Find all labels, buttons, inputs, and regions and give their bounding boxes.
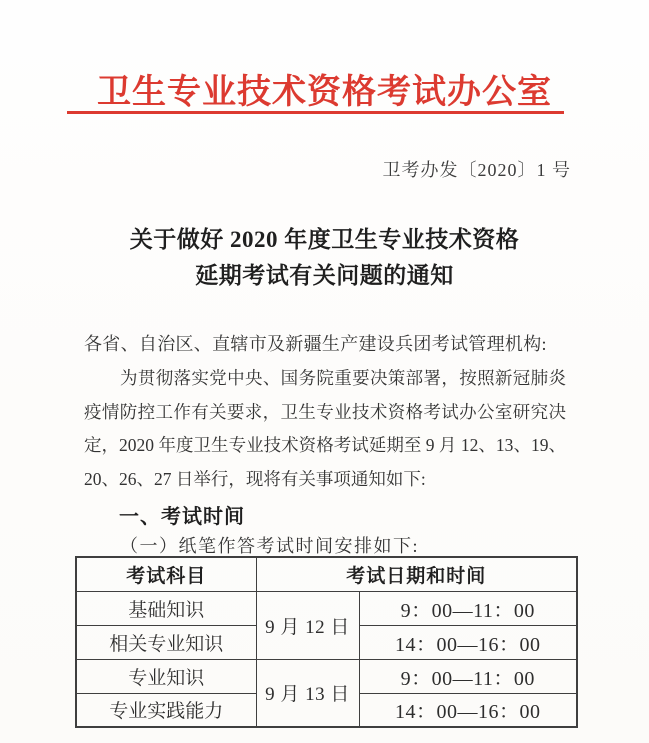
letterhead-office-name: 卫生专业技术资格考试办公室: [97, 74, 552, 111]
subject-cell: 专业知识: [76, 659, 256, 693]
subject-cell: 专业实践能力: [76, 693, 256, 727]
paragraph-line-1: 为贯彻落实党中央、国务院重要决策部署，按照新冠肺炎: [120, 368, 566, 388]
notice-title-line1: 关于做好 2020 年度卫生专业技术资格: [129, 227, 520, 252]
salutation-line: 各省、自治区、直辖市及新疆生产建设兵团考试管理机构:: [84, 334, 547, 354]
subsection-one-heading: （一）纸笔作答考试时间安排如下:: [120, 536, 419, 556]
time-cell: 9：00—11：00: [359, 591, 577, 625]
date-cell: 9 月 12 日: [256, 591, 359, 659]
date-cell: 9 月 13 日: [256, 659, 359, 727]
letterhead-red-rule: [67, 111, 564, 114]
paragraph-line-4: 20、26、27 日举行，现将有关事项通知如下:: [84, 468, 426, 489]
table-row: [76, 659, 577, 693]
time-cell: 14：00—16：00: [359, 693, 577, 727]
exam-schedule-table: [75, 556, 578, 728]
notice-title-line2: 延期考试有关问题的通知: [195, 263, 454, 288]
subject-cell: 相关专业知识: [76, 625, 256, 659]
section-one-heading: 一、考试时间: [119, 506, 245, 528]
time-cell: 14：00—16：00: [359, 625, 577, 659]
paragraph-line-3: 定，2020 年度卫生专业技术资格考试延期至 9 月 12、13、19、: [84, 435, 566, 455]
header-exam-datetime: 考试日期和时间: [256, 557, 577, 591]
table-header-row: [76, 557, 577, 591]
paragraph-line-2: 疫情防控工作有关要求，卫生专业技术资格考试办公室研究决: [84, 401, 566, 422]
body-paragraph: [84, 362, 566, 496]
table-row: [76, 591, 577, 625]
notice-title: [0, 222, 649, 294]
time-cell: 9：00—11：00: [359, 659, 577, 693]
header-exam-subject: 考试科目: [76, 557, 256, 591]
subject-cell: 基础知识: [76, 591, 256, 625]
document-number: 卫考办发〔2020〕1 号: [382, 160, 571, 180]
